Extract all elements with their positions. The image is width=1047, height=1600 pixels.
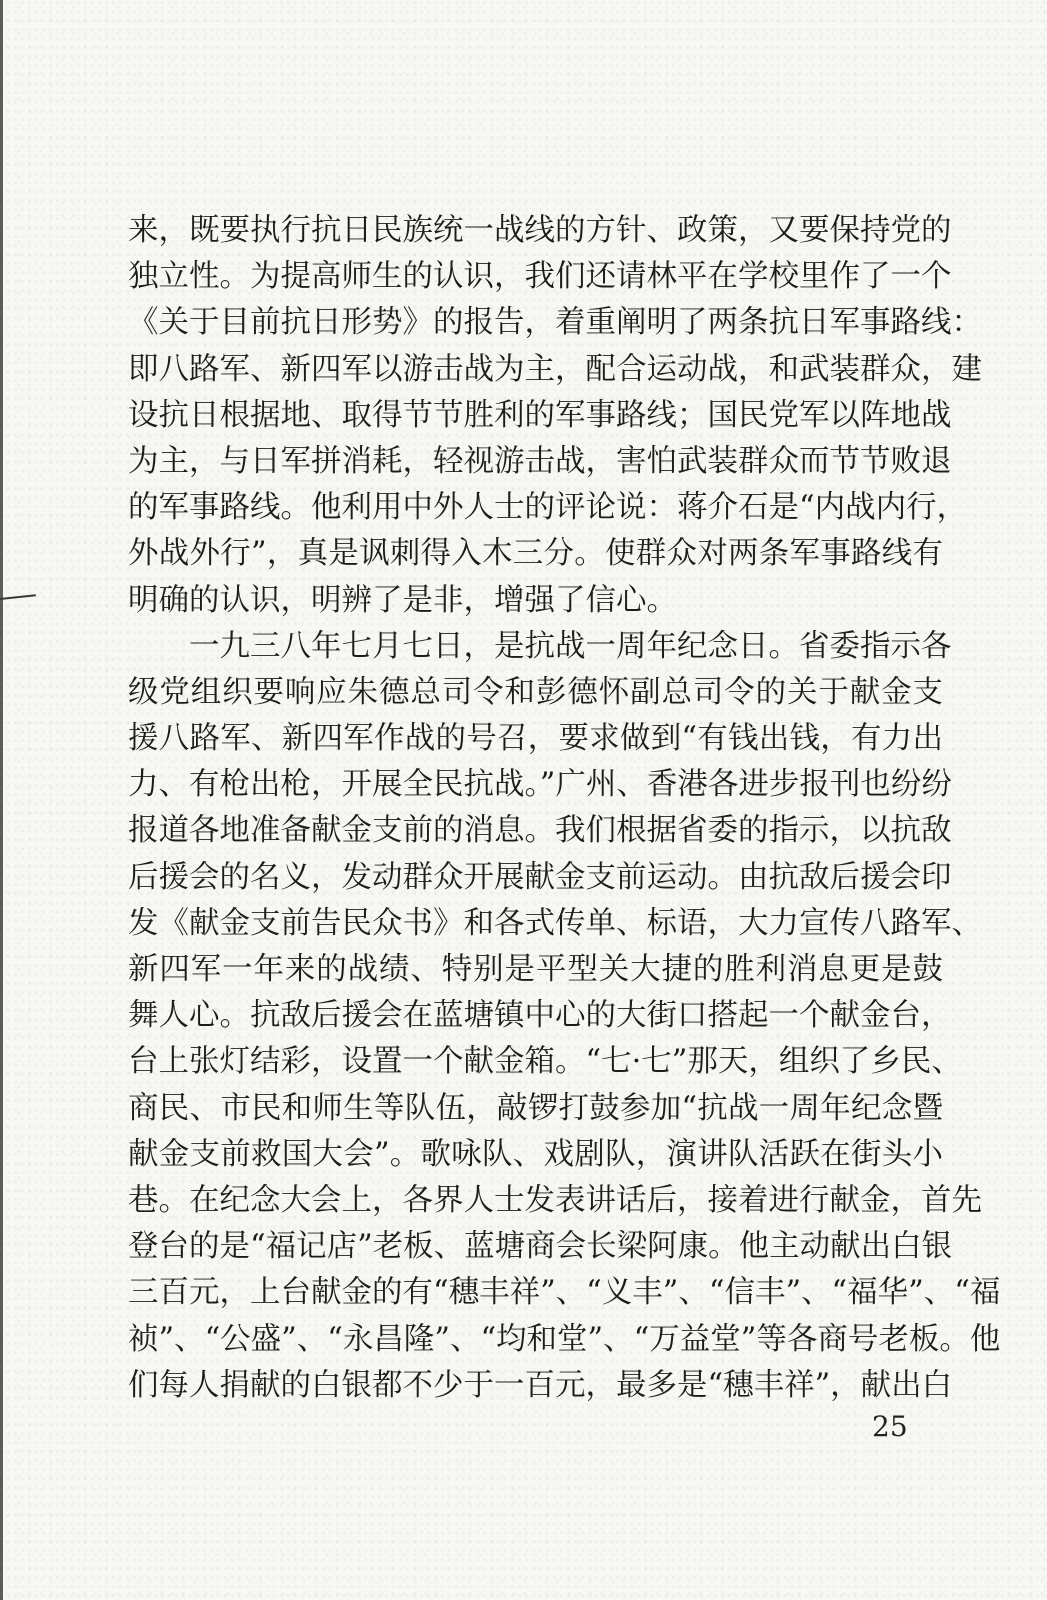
text-line: 商民、市民和师生等队伍，敲锣打鼓参加“抗战一周年纪念暨 xyxy=(128,1090,943,1126)
page-binding-edge xyxy=(0,0,3,1600)
text-line: 台上张灯结彩，设置一个献金箱。“七·七”那天，组织了乡民、 xyxy=(128,1044,962,1080)
text-line: 级党组织要响应朱德总司令和彭德怀副总司令的关于献金支 xyxy=(128,674,943,710)
text-line: 们每人捐献的白银都不少于一百元，最多是“穗丰祥”，献出白 xyxy=(128,1367,953,1403)
text-line: 《关于目前抗日形势》的报告，着重阐明了两条抗日军事路线： xyxy=(128,305,982,341)
text-line: 来，既要执行抗日民族统一战线的方针、政策，又要保持党的 xyxy=(128,213,952,248)
text-line: 新四军一年来的战绩、特别是平型关大捷的胜利消息更是鼓 xyxy=(128,952,943,987)
page-number: 25 xyxy=(872,1410,908,1443)
text-line: 的军事路线。他利用中外人士的评论说：蒋介石是“内战内行， xyxy=(128,490,968,526)
text-line: 发《献金支前告民众书》和各式传单、标语，大力宣传八路军、 xyxy=(128,905,982,941)
text-line: 援八路军、新四军作战的号召，要求做到“有钱出钱，有力出 xyxy=(128,721,943,757)
text-line: 后援会的名义，发动群众开展献金支前运动。由抗敌后援会印 xyxy=(128,859,952,895)
text-line: 巷。在纪念大会上，各界人士发表讲话后，接着进行献金，首先 xyxy=(128,1182,982,1218)
text-line: 即八路军、新四军以游击战为主，配合运动战，和武装群众，建 xyxy=(128,351,982,387)
text-line: 祯”、“公盛”、“永昌隆”、“均和堂”、“万益堂”等各商号老板。他 xyxy=(128,1321,1001,1357)
text-line: 设抗日根据地、取得节节胜利的军事路线；国民党军以阵地战 xyxy=(128,397,952,433)
text-line: 三百元，上台献金的有“穗丰祥”、“义丰”、“信丰”、“福华”、“福 xyxy=(128,1275,1001,1311)
text-line: 献金支前救国大会”。歌咏队、戏剧队，演讲队活跃在街头小 xyxy=(128,1136,943,1172)
text-line: 为主，与日军拼消耗，轻视游击战，害怕武装群众而节节败退 xyxy=(128,443,952,479)
text-line: 明确的认识，明辨了是非，增强了信心。 xyxy=(128,582,677,618)
text-line: 舞人心。抗敌后援会在蓝塘镇中心的大街口搭起一个献金台， xyxy=(128,998,952,1034)
text-line: 力、有枪出枪，开展全民抗战。”广州、香港各进步报刊也纷纷 xyxy=(128,767,952,803)
scan-edge-mark xyxy=(0,594,36,600)
text-line: 登台的是“福记店”老板、蓝塘商会长梁阿康。他主动献出白银 xyxy=(128,1229,953,1265)
text-line: 报道各地准备献金支前的消息。我们根据省委的指示，以抗敌 xyxy=(128,813,952,849)
text-line: 外战外行”，真是讽刺得入木三分。使群众对两条军事路线有 xyxy=(128,536,943,572)
body-text xyxy=(128,208,1001,1409)
text-line: 一九三八年七月七日，是抗战一周年纪念日。省委指示各 xyxy=(189,628,952,664)
text-line: 独立性。为提高师生的认识，我们还请林平在学校里作了一个 xyxy=(128,259,952,295)
